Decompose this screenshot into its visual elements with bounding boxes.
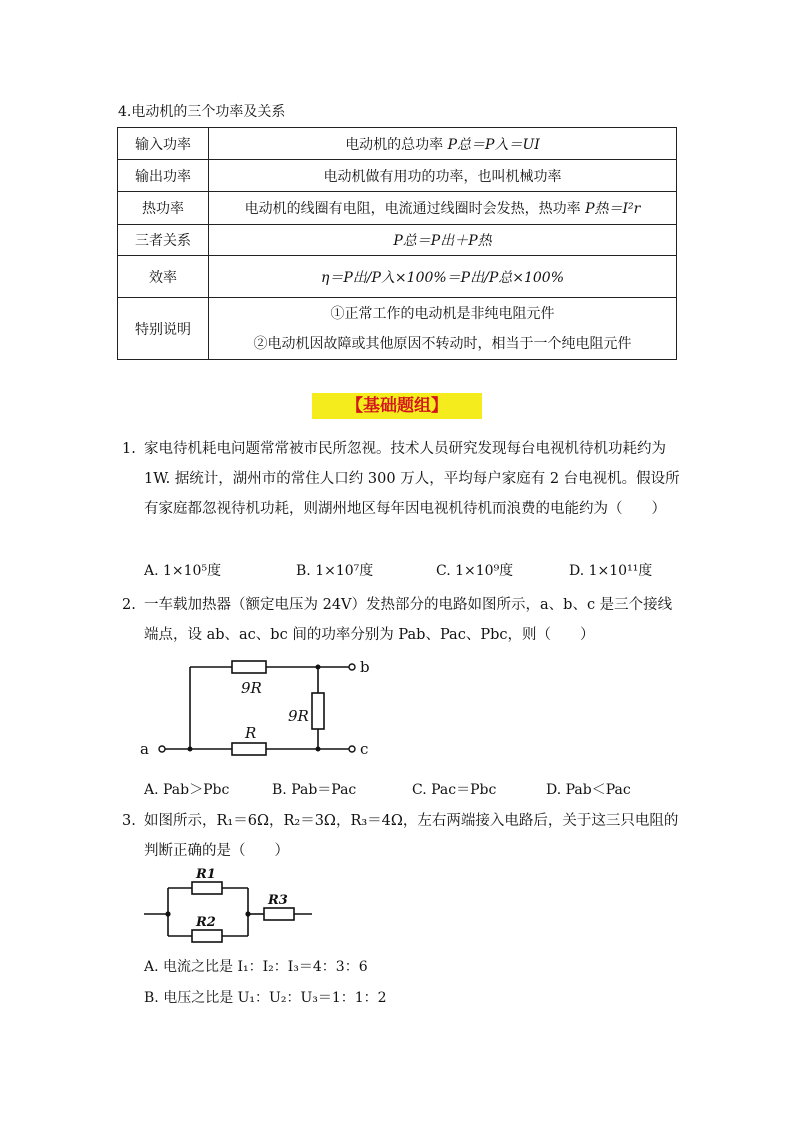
row-key: 三者关系 [118, 225, 209, 256]
label-bottom-resistor: R [245, 724, 257, 742]
math-heat-power: P热＝I²r [585, 201, 641, 217]
option-a: A. 电流之比是 I₁：I₂：I₃＝4：3：6 [144, 959, 368, 975]
table-row [118, 298, 677, 360]
math-total-power: P总＝P入＝UI [447, 136, 540, 153]
row-value: 电动机做有用功的功率，也叫机械功率 [209, 160, 677, 192]
row-value [209, 225, 677, 256]
question-text: 一车载加热器（额定电压为 24V）发热部分的电路如图所示，a、b、c 是三个接线端点，设 ab、ac、bc 间的功率分别为 Pab、Pac、Pbc，则（ ） [144, 597, 673, 643]
section-title: 4.电动机的三个功率及关系 [118, 104, 286, 120]
option-b: B. Pab＝Pac [272, 782, 357, 798]
row-key: 特别说明 [118, 298, 209, 360]
table-row [118, 160, 677, 192]
option-a: A. 1×10⁵度 [144, 563, 222, 579]
label-top-resistor: 9R [241, 679, 262, 697]
circuit-diagram-q3 [140, 866, 320, 946]
option-c: C. Pac＝Pbc [412, 782, 497, 798]
question-3 [122, 806, 682, 866]
table-row [118, 128, 677, 160]
terminal-c: c [360, 740, 369, 758]
note-line: ②电动机因故障或其他原因不转动时，相当于一个纯电阻元件 [253, 335, 632, 352]
resistor-r2 [192, 930, 222, 942]
terminal-b: b [360, 658, 370, 676]
table-row [118, 192, 677, 225]
question-text: 如图所示，R₁＝6Ω，R₂＝3Ω，R₃＝4Ω，左右两端接入电路后，关于这三只电阻的判断正确的是（ ） [144, 813, 679, 859]
math-relation: P总＝P出＋P热 [393, 233, 492, 249]
resistor-top [232, 661, 266, 673]
row-key: 输入功率 [118, 128, 209, 160]
resistor-r3 [264, 908, 294, 920]
row-value [209, 192, 677, 225]
row-key: 效率 [118, 256, 209, 298]
section-badge: 【基础题组】 [312, 393, 482, 419]
label-r3: R3 [268, 893, 288, 908]
resistor-r1 [192, 882, 222, 894]
row-text: 电动机的线圈有电阻，电流通过线圈时会发热，热功率 [244, 201, 586, 217]
note-line: ①正常工作的电动机是非纯电阻元件 [330, 305, 555, 322]
terminal-a: a [140, 740, 149, 758]
resistor-bottom [232, 743, 266, 755]
option-d: D. 1×10¹¹度 [569, 563, 653, 579]
option-c: C. 1×10⁹度 [436, 563, 514, 579]
label-right-resistor: 9R [288, 707, 309, 725]
power-table [117, 127, 677, 360]
circuit-diagram-q2 [138, 655, 378, 765]
question-2 [122, 590, 682, 650]
table-row [118, 225, 677, 256]
question-number: 2. [122, 597, 136, 613]
option-b: B. 电压之比是 U₁：U₂：U₃＝1：1：2 [144, 990, 387, 1006]
row-value [209, 256, 677, 298]
question-number: 3. [122, 813, 136, 829]
row-value [209, 128, 677, 160]
resistor-right [312, 693, 324, 729]
row-value [209, 298, 677, 360]
option-d: D. Pab＜Pac [546, 782, 631, 798]
row-key: 输出功率 [118, 160, 209, 192]
row-key: 热功率 [118, 192, 209, 225]
question-text: 家电待机耗电问题常常被市民所忽视。技术人员研究发现每台电视机待机功耗约为 1W. 据统计，湖州市的常住人口约 300 万人，平均每户家庭有 2 台电视机。假设所有家庭都忽视待机功耗，则湖州地区每年因电视机待机而浪费的电能约为（ ） [144, 441, 680, 517]
row-text: 电动机的总功率 [345, 136, 448, 153]
question-number: 1. [122, 441, 136, 457]
option-b: B. 1×10⁷度 [296, 563, 374, 579]
question-1 [122, 434, 682, 524]
option-a: A. Pab＞Pbc [144, 782, 230, 798]
label-r1: R1 [196, 867, 216, 882]
math-efficiency: η＝P出/P入×100%＝P出/P总×100% [320, 269, 564, 286]
table-row [118, 256, 677, 298]
label-r2: R2 [196, 915, 216, 930]
